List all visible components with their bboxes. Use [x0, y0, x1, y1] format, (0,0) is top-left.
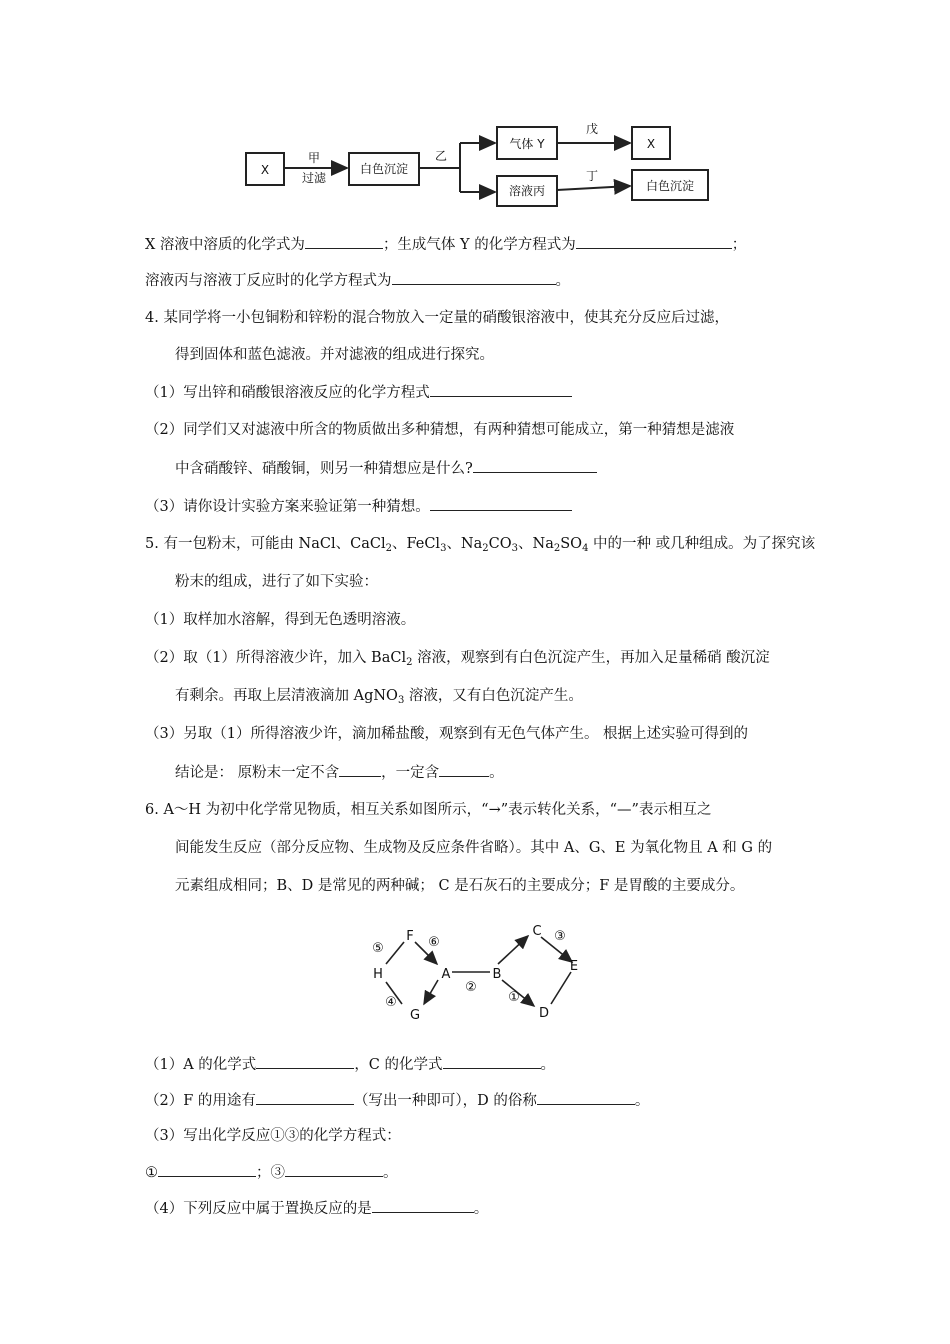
label-2: ② [465, 980, 477, 995]
q6-line1: 6. A～H 为初中化学常见物质，相互关系如图所示，“→”表示转化关系，“—”表示相互之 [145, 802, 712, 818]
node-e: E [569, 959, 579, 974]
blank-zn-agno3-equation[interactable] [430, 382, 572, 397]
node-h: H [373, 967, 383, 982]
label-5: ⑤ [372, 941, 384, 956]
blank-equation-3[interactable] [285, 1162, 383, 1177]
node-d: D [538, 1006, 550, 1021]
x-start-label: X [260, 163, 270, 177]
step4-label: 丁 [585, 169, 599, 183]
precip2-label: 白色沉淀 [645, 179, 695, 193]
q6-p2: （2）F 的用途有 （写出一种即可），D 的俗称 。 [145, 1090, 649, 1111]
blank-c-formula[interactable] [443, 1054, 541, 1069]
q5-p1: （1）取样加水溶解，得到无色透明溶液。 [145, 612, 416, 628]
blank-x-solute[interactable] [305, 234, 383, 249]
blank-experiment[interactable] [430, 496, 572, 511]
q4-p2-line1: （2）同学们又对滤液中所含的物质做出多种猜想，有两种猜想可能成立，第一种猜想是滤液 [145, 422, 735, 438]
q6-line3: 元素组成相同；B、D 是常见的两种碱； C 是石灰石的主要成分；F 是胃酸的主要成分。 [175, 878, 745, 894]
q5-p2-line2: 有剩余。再取上层清液滴加 AgNO$_3$ 溶液，又有白色沉淀产生。 [175, 688, 583, 706]
label-3: ③ [554, 929, 566, 944]
flowchart [0, 0, 950, 230]
node-b: B [492, 967, 502, 982]
precip1-label: 白色沉淀 [359, 162, 409, 176]
q5-line1: 5. 有一包粉末，可能由 NaCl、CaCl$_2$、FeCl$_3$、$Na_2CO_3$、$Na_2SO_4$ 中的一种 或几种组成。为了探究该 [145, 536, 816, 554]
blank-d-common-name[interactable] [537, 1090, 635, 1105]
node-g: G [409, 1008, 421, 1023]
blank-contained[interactable] [439, 762, 489, 777]
q5-line2: 粉末的组成，进行了如下实验： [175, 574, 378, 590]
solution-label: 溶液丙 [508, 184, 546, 198]
relation-diagram [0, 920, 950, 1060]
q4-p3: （3）请你设计实验方案来验证第一种猜想。 [145, 496, 572, 517]
q4-line1: 4. 某同学将一小包铜粉和锌粉的混合物放入一定量的硝酸银溶液中，使其充分反应后过滤， [145, 310, 729, 326]
blank-not-contained[interactable] [339, 762, 381, 777]
blank-bing-ding-equation[interactable] [392, 270, 556, 285]
q3-line1: X 溶液中溶质的化学式为 ；生成气体 Y 的化学方程式为 ； [145, 234, 746, 255]
label-4: ④ [385, 995, 397, 1010]
q5-p3-line2: 结论是： 原粉末一定不含 ，一定含 。 [175, 762, 504, 783]
blank-a-formula[interactable] [256, 1054, 354, 1069]
x-end-label: X [646, 137, 656, 151]
blank-equation-1[interactable] [158, 1162, 256, 1177]
node-f: F [406, 929, 414, 944]
step2-label: 乙 [434, 149, 448, 163]
q5-p3-line1: （3）另取（1）所得溶液少许，滴加稀盐酸，观察到有无色气体产生。 根据上述实验可得到的 [145, 726, 749, 742]
blank-other-guess[interactable] [473, 458, 597, 473]
label-6: ⑥ [428, 935, 440, 950]
q4-p2-line2: 中含硝酸锌、硝酸铜，则另一种猜想应是什么? [175, 458, 597, 479]
label-1: ① [508, 990, 520, 1005]
gas-label: 气体 Y [509, 137, 545, 151]
node-a: A [441, 967, 451, 982]
step1-bottom-label: 过滤 [301, 171, 327, 185]
q6-p3: （3）写出化学反应①③的化学方程式： [145, 1128, 401, 1144]
step1-top-label: 甲 [307, 151, 321, 165]
q5-p2-line1: （2）取（1）所得溶液少许，加入 BaCl$_2$ 溶液，观察到有白色沉淀产生，再加入足量稀硝 酸沉淀 [145, 650, 770, 668]
q6-p4: （4）下列反应中属于置换反应的是 。 [145, 1198, 488, 1219]
blank-gas-y-equation[interactable] [576, 234, 732, 249]
q4-line2: 得到固体和蓝色滤液。并对滤液的组成进行探究。 [175, 347, 494, 363]
step3-label: 戊 [585, 122, 599, 136]
q6-p1: （1）A 的化学式 ，C 的化学式 。 [145, 1054, 555, 1075]
node-c: C [532, 924, 542, 939]
q6-p3-equations: ① ；③ 。 [145, 1162, 398, 1183]
q3-line2: 溶液丙与溶液丁反应时的化学方程式为 。 [145, 270, 570, 291]
blank-displacement-reaction[interactable] [372, 1198, 474, 1213]
q6-line2: 间能发生反应（部分反应物、生成物及反应条件省略）。其中 A、G、E 为氧化物且 A 和 G 的 [175, 840, 773, 856]
q4-p1: （1）写出锌和硝酸银溶液反应的化学方程式 [145, 382, 572, 403]
blank-f-use[interactable] [256, 1090, 354, 1105]
